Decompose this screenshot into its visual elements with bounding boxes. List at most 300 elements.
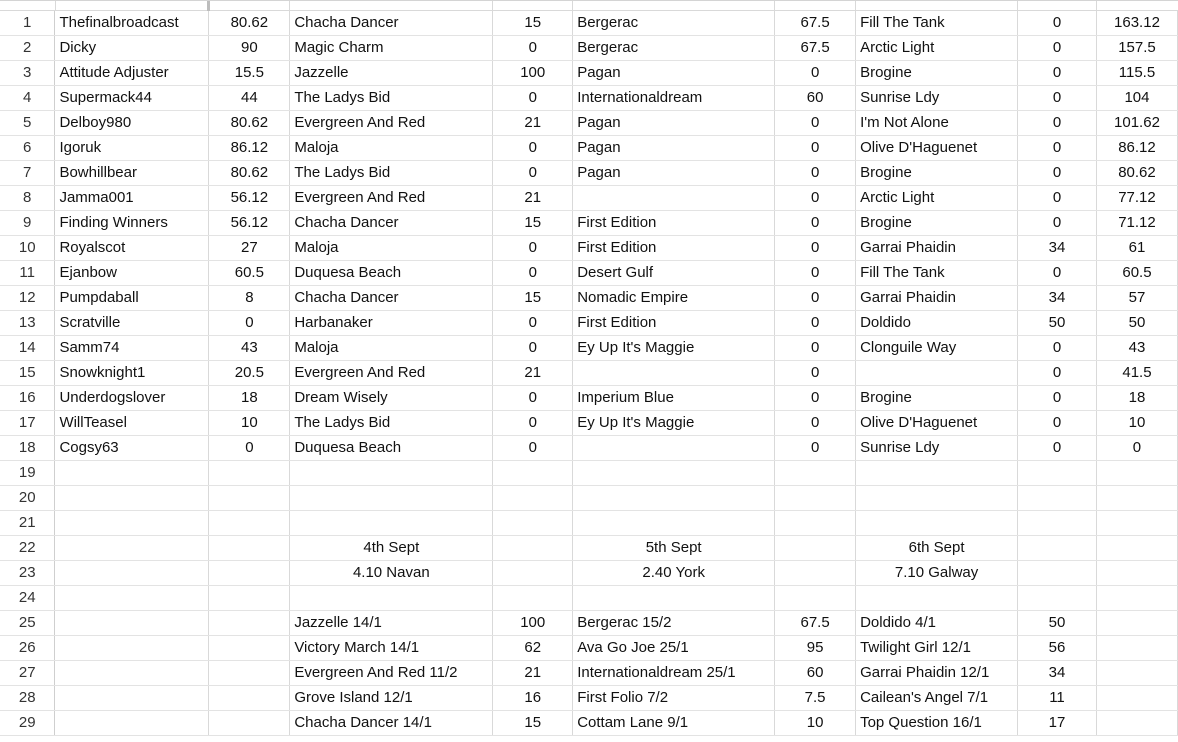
table-row <box>0 411 1178 436</box>
cell-points-2[interactable]: 67.5 <box>775 611 856 636</box>
cell-pick-1[interactable] <box>290 511 493 536</box>
cell-points-2[interactable]: 0 <box>775 136 856 161</box>
cell-points-3[interactable]: 17 <box>1018 711 1097 736</box>
cell-pick-3[interactable]: Brogine <box>856 61 1018 86</box>
cell-points-3[interactable]: 0 <box>1018 436 1097 461</box>
cell-points-3[interactable]: 0 <box>1018 186 1097 211</box>
cell-pick-2[interactable]: Ava Go Joe 25/1 <box>573 636 775 661</box>
cell-pick-2[interactable]: Cottam Lane 9/1 <box>573 711 775 736</box>
cell-points-1[interactable]: 0 <box>493 161 573 186</box>
cell-total[interactable]: 80.62 <box>1096 161 1177 186</box>
row-number[interactable]: 1 <box>0 11 55 36</box>
cell-pick-2[interactable] <box>573 511 775 536</box>
cell-total[interactable] <box>1096 511 1177 536</box>
cell-total[interactable]: 71.12 <box>1096 211 1177 236</box>
cell-points-2[interactable]: 0 <box>775 436 856 461</box>
cell-total[interactable]: 50 <box>1096 311 1177 336</box>
cell-score[interactable]: 56.12 <box>209 211 290 236</box>
cell-score[interactable]: 60.5 <box>209 261 290 286</box>
cell-score[interactable]: 80.62 <box>209 161 290 186</box>
cell-points-2[interactable]: 67.5 <box>775 11 856 36</box>
cell-points-1[interactable]: 15 <box>493 11 573 36</box>
cell-pick-1[interactable]: 4.10 Navan <box>290 561 493 586</box>
cell-score[interactable]: 80.62 <box>209 111 290 136</box>
cell-player-name[interactable]: WillTeasel <box>55 411 209 436</box>
cell-points-3[interactable]: 0 <box>1018 36 1097 61</box>
cell-pick-3[interactable]: 6th Sept <box>856 536 1018 561</box>
row-number[interactable]: 24 <box>0 586 55 611</box>
row-number[interactable]: 27 <box>0 661 55 686</box>
cell-points-1[interactable]: 21 <box>493 186 573 211</box>
cell-player-name[interactable] <box>55 661 209 686</box>
cell-points-2[interactable]: 0 <box>775 111 856 136</box>
cell-player-name[interactable] <box>55 586 209 611</box>
table-row <box>0 486 1178 511</box>
cell-points-3[interactable] <box>1018 561 1097 586</box>
cell-pick-2[interactable]: 2.40 York <box>573 561 775 586</box>
cell-total[interactable]: 115.5 <box>1096 61 1177 86</box>
cell-points-1[interactable]: 100 <box>493 61 573 86</box>
cell-points-2[interactable]: 0 <box>775 236 856 261</box>
cell-points-1[interactable]: 62 <box>493 636 573 661</box>
cell-points-2[interactable]: 0 <box>775 386 856 411</box>
cell-points-1[interactable]: 0 <box>493 336 573 361</box>
cell-points-3[interactable] <box>1018 586 1097 611</box>
cell-pick-1[interactable] <box>290 461 493 486</box>
cell-pick-3[interactable]: Arctic Light <box>856 36 1018 61</box>
cell-player-name[interactable] <box>55 511 209 536</box>
cell-score[interactable] <box>209 561 290 586</box>
row-number[interactable]: 11 <box>0 261 55 286</box>
cell-pick-2[interactable]: Desert Gulf <box>573 261 775 286</box>
cell-pick-2[interactable]: First Edition <box>573 311 775 336</box>
table-row <box>0 336 1178 361</box>
cell-points-1[interactable] <box>493 461 573 486</box>
cell-pick-2[interactable] <box>573 361 775 386</box>
cell-points-3[interactable]: 0 <box>1018 61 1097 86</box>
cell-score[interactable]: 10 <box>209 411 290 436</box>
cell-pick-3[interactable]: Twilight Girl 12/1 <box>856 636 1018 661</box>
cell-pick-1[interactable]: Chacha Dancer <box>290 286 493 311</box>
cell-points-3[interactable]: 0 <box>1018 411 1097 436</box>
cell-pick-1[interactable]: Jazzelle 14/1 <box>290 611 493 636</box>
cell-player-name[interactable]: Royalscot <box>55 236 209 261</box>
cell-pick-1[interactable]: Chacha Dancer 14/1 <box>290 711 493 736</box>
cell-points-2[interactable]: 95 <box>775 636 856 661</box>
cell-pick-2[interactable]: 5th Sept <box>573 536 775 561</box>
cell-pick-3[interactable] <box>856 486 1018 511</box>
row-number[interactable]: 6 <box>0 136 55 161</box>
cell-total[interactable] <box>1096 561 1177 586</box>
cell-pick-2[interactable]: First Edition <box>573 211 775 236</box>
cell-points-3[interactable]: 0 <box>1018 261 1097 286</box>
cell-pick-3[interactable]: Arctic Light <box>856 186 1018 211</box>
cell-points-2[interactable]: 0 <box>775 161 856 186</box>
cell-total[interactable]: 104 <box>1096 86 1177 111</box>
cell-pick-2[interactable] <box>573 586 775 611</box>
cell-pick-1[interactable]: Maloja <box>290 136 493 161</box>
cell-score[interactable]: 20.5 <box>209 361 290 386</box>
cell-score[interactable]: 44 <box>209 86 290 111</box>
cell-total[interactable]: 43 <box>1096 336 1177 361</box>
cell-player-name[interactable]: Finding Winners <box>55 211 209 236</box>
cell-score[interactable]: 0 <box>209 311 290 336</box>
cell-pick-3[interactable]: Fill The Tank <box>856 261 1018 286</box>
table-row <box>0 511 1178 536</box>
cell-points-3[interactable]: 0 <box>1018 86 1097 111</box>
cell-pick-3[interactable]: Clonguile Way <box>856 336 1018 361</box>
cell-points-2[interactable]: 0 <box>775 411 856 436</box>
cell-pick-1[interactable]: Maloja <box>290 336 493 361</box>
cell-score[interactable]: 56.12 <box>209 186 290 211</box>
cell-player-name[interactable]: Cogsy63 <box>55 436 209 461</box>
cell-player-name[interactable]: Delboy980 <box>55 111 209 136</box>
cell-points-2[interactable] <box>775 536 856 561</box>
cell-pick-1[interactable]: Magic Charm <box>290 36 493 61</box>
cell-points-1[interactable]: 0 <box>493 411 573 436</box>
cell-pick-1[interactable]: Chacha Dancer <box>290 211 493 236</box>
cell-points-2[interactable]: 0 <box>775 336 856 361</box>
cell-pick-2[interactable] <box>573 186 775 211</box>
cell-points-3[interactable]: 50 <box>1018 611 1097 636</box>
cell-pick-1[interactable]: Jazzelle <box>290 61 493 86</box>
cell-player-name[interactable]: Jamma001 <box>55 186 209 211</box>
row-number[interactable]: 20 <box>0 486 55 511</box>
cell-points-2[interactable] <box>775 586 856 611</box>
cell-points-1[interactable] <box>493 486 573 511</box>
cell-score[interactable] <box>209 611 290 636</box>
cell-points-3[interactable]: 34 <box>1018 661 1097 686</box>
cell-total[interactable]: 18 <box>1096 386 1177 411</box>
cell-pick-3[interactable]: Fill The Tank <box>856 11 1018 36</box>
cell-points-1[interactable]: 0 <box>493 136 573 161</box>
row-number[interactable]: 23 <box>0 561 55 586</box>
cell-total[interactable]: 61 <box>1096 236 1177 261</box>
cell-score[interactable]: 80.62 <box>209 11 290 36</box>
cell-pick-2[interactable]: First Folio 7/2 <box>573 686 775 711</box>
cell-pick-1[interactable]: Duquesa Beach <box>290 436 493 461</box>
cell-pick-3[interactable]: Olive D'Haguenet <box>856 411 1018 436</box>
row-number[interactable]: 16 <box>0 386 55 411</box>
cell-score[interactable]: 86.12 <box>209 136 290 161</box>
cell-points-1[interactable]: 15 <box>493 286 573 311</box>
cell-score[interactable] <box>209 686 290 711</box>
cell-score[interactable] <box>209 586 290 611</box>
cell-pick-3[interactable]: Olive D'Haguenet <box>856 136 1018 161</box>
cell-score[interactable]: 90 <box>209 36 290 61</box>
cell-player-name[interactable] <box>55 486 209 511</box>
cell-points-2[interactable]: 0 <box>775 186 856 211</box>
row-number[interactable]: 13 <box>0 311 55 336</box>
cell-pick-3[interactable]: Sunrise Ldy <box>856 86 1018 111</box>
cell-points-1[interactable]: 0 <box>493 436 573 461</box>
cell-pick-3[interactable]: Brogine <box>856 386 1018 411</box>
cell-pick-3[interactable]: Garrai Phaidin <box>856 236 1018 261</box>
row-number[interactable]: 10 <box>0 236 55 261</box>
cell-player-name[interactable]: Samm74 <box>55 336 209 361</box>
cell-score[interactable]: 18 <box>209 386 290 411</box>
cell-points-2[interactable] <box>775 511 856 536</box>
cell-points-3[interactable] <box>1018 536 1097 561</box>
cell-total[interactable]: 57 <box>1096 286 1177 311</box>
cell-points-3[interactable]: 0 <box>1018 11 1097 36</box>
cell-pick-2[interactable]: Pagan <box>573 161 775 186</box>
cell-points-3[interactable] <box>1018 461 1097 486</box>
cell-points-2[interactable]: 60 <box>775 86 856 111</box>
cell-total[interactable] <box>1096 686 1177 711</box>
cell-score[interactable] <box>209 661 290 686</box>
cell-score[interactable]: 15.5 <box>209 61 290 86</box>
cell-pick-2[interactable]: Ey Up It's Maggie <box>573 411 775 436</box>
row-number[interactable]: 12 <box>0 286 55 311</box>
cell-points-1[interactable]: 0 <box>493 86 573 111</box>
cell-total[interactable]: 60.5 <box>1096 261 1177 286</box>
cell-player-name[interactable]: Dicky <box>55 36 209 61</box>
row-number[interactable]: 4 <box>0 86 55 111</box>
cell-pick-3[interactable]: Top Question 16/1 <box>856 711 1018 736</box>
cell-pick-2[interactable] <box>573 461 775 486</box>
cell-pick-2[interactable]: Pagan <box>573 61 775 86</box>
cell-points-3[interactable]: 34 <box>1018 236 1097 261</box>
cell-total[interactable] <box>1096 486 1177 511</box>
row-number[interactable]: 3 <box>0 61 55 86</box>
cell-total[interactable] <box>1096 661 1177 686</box>
cell-pick-2[interactable] <box>573 486 775 511</box>
cell-player-name[interactable]: Snowknight1 <box>55 361 209 386</box>
cell-pick-1[interactable]: Chacha Dancer <box>290 11 493 36</box>
cell-total[interactable]: 163.12 <box>1096 11 1177 36</box>
cell-player-name[interactable]: Pumpdaball <box>55 286 209 311</box>
cell-pick-2[interactable]: Bergerac <box>573 11 775 36</box>
cell-pick-3[interactable]: Sunrise Ldy <box>856 436 1018 461</box>
cell-points-2[interactable]: 0 <box>775 211 856 236</box>
cell-player-name[interactable]: Supermack44 <box>55 86 209 111</box>
cell-points-1[interactable]: 0 <box>493 261 573 286</box>
cell-player-name[interactable]: Thefinalbroadcast <box>55 11 209 36</box>
row-number[interactable]: 21 <box>0 511 55 536</box>
cell-pick-3[interactable]: Garrai Phaidin 12/1 <box>856 661 1018 686</box>
cell-points-2[interactable]: 67.5 <box>775 36 856 61</box>
cell-pick-1[interactable]: Harbanaker <box>290 311 493 336</box>
cell-points-1[interactable]: 0 <box>493 311 573 336</box>
cell-points-2[interactable] <box>775 486 856 511</box>
row-number[interactable]: 14 <box>0 336 55 361</box>
cell-pick-3[interactable] <box>856 511 1018 536</box>
cell-pick-2[interactable]: Ey Up It's Maggie <box>573 336 775 361</box>
cell-points-3[interactable]: 0 <box>1018 336 1097 361</box>
cell-pick-1[interactable]: The Ladys Bid <box>290 411 493 436</box>
cell-score[interactable]: 27 <box>209 236 290 261</box>
row-number[interactable]: 7 <box>0 161 55 186</box>
cell-pick-2[interactable]: Nomadic Empire <box>573 286 775 311</box>
cell-points-1[interactable] <box>493 511 573 536</box>
cell-points-2[interactable]: 60 <box>775 661 856 686</box>
cell-player-name[interactable] <box>55 611 209 636</box>
cell-pick-3[interactable]: Garrai Phaidin <box>856 286 1018 311</box>
cell-player-name[interactable] <box>55 461 209 486</box>
cell-points-3[interactable]: 0 <box>1018 211 1097 236</box>
cell-points-3[interactable] <box>1018 486 1097 511</box>
cell-points-3[interactable]: 56 <box>1018 636 1097 661</box>
cell-points-2[interactable] <box>775 561 856 586</box>
cell-score[interactable] <box>209 486 290 511</box>
cell-pick-1[interactable]: Duquesa Beach <box>290 261 493 286</box>
cell-pick-2[interactable]: First Edition <box>573 236 775 261</box>
cell-pick-3[interactable]: Doldido 4/1 <box>856 611 1018 636</box>
table-row <box>0 286 1178 311</box>
cell-pick-3[interactable] <box>856 461 1018 486</box>
row-number[interactable]: 25 <box>0 611 55 636</box>
cell-points-1[interactable]: 15 <box>493 711 573 736</box>
cell-pick-1[interactable]: The Ladys Bid <box>290 86 493 111</box>
cell-total[interactable]: 101.62 <box>1096 111 1177 136</box>
cell-points-2[interactable]: 7.5 <box>775 686 856 711</box>
cell-score[interactable] <box>209 511 290 536</box>
row-number[interactable]: 18 <box>0 436 55 461</box>
row-number[interactable]: 15 <box>0 361 55 386</box>
cell-pick-1[interactable]: Grove Island 12/1 <box>290 686 493 711</box>
cell-pick-3[interactable]: Brogine <box>856 161 1018 186</box>
cell-pick-1[interactable] <box>290 486 493 511</box>
cell-pick-3[interactable]: 7.10 Galway <box>856 561 1018 586</box>
cell-pick-2[interactable]: Pagan <box>573 136 775 161</box>
cell-points-2[interactable] <box>775 461 856 486</box>
cell-pick-1[interactable]: Evergreen And Red <box>290 186 493 211</box>
cell-pick-3[interactable]: I'm Not Alone <box>856 111 1018 136</box>
cell-pick-2[interactable]: Internationaldream 25/1 <box>573 661 775 686</box>
cell-pick-1[interactable]: 4th Sept <box>290 536 493 561</box>
cell-total[interactable] <box>1096 586 1177 611</box>
cell-total[interactable] <box>1096 636 1177 661</box>
cell-points-1[interactable]: 100 <box>493 611 573 636</box>
cell-total[interactable] <box>1096 611 1177 636</box>
cell-score[interactable] <box>209 711 290 736</box>
cell-points-3[interactable]: 0 <box>1018 386 1097 411</box>
row-number[interactable]: 2 <box>0 36 55 61</box>
table-row <box>0 436 1178 461</box>
cell-total[interactable] <box>1096 461 1177 486</box>
table-row <box>0 261 1178 286</box>
cell-player-name[interactable] <box>55 711 209 736</box>
cell-points-1[interactable] <box>493 586 573 611</box>
cell-points-2[interactable]: 0 <box>775 361 856 386</box>
cell-player-name[interactable]: Igoruk <box>55 136 209 161</box>
cell-pick-2[interactable] <box>573 436 775 461</box>
cell-points-2[interactable]: 10 <box>775 711 856 736</box>
cell-player-name[interactable] <box>55 561 209 586</box>
cell-pick-1[interactable]: Evergreen And Red 11/2 <box>290 661 493 686</box>
cell-points-3[interactable]: 0 <box>1018 161 1097 186</box>
cell-pick-1[interactable]: Victory March 14/1 <box>290 636 493 661</box>
cell-total[interactable]: 77.12 <box>1096 186 1177 211</box>
cell-player-name[interactable]: Scratville <box>55 311 209 336</box>
cell-points-3[interactable]: 0 <box>1018 136 1097 161</box>
cell-score[interactable] <box>209 636 290 661</box>
table-row <box>0 536 1178 561</box>
cell-points-1[interactable]: 0 <box>493 386 573 411</box>
cell-player-name[interactable] <box>55 536 209 561</box>
cell-points-3[interactable] <box>1018 511 1097 536</box>
cell-score[interactable]: 0 <box>209 436 290 461</box>
row-number[interactable]: 26 <box>0 636 55 661</box>
cell-player-name[interactable]: Ejanbow <box>55 261 209 286</box>
cell-score[interactable] <box>209 536 290 561</box>
cell-pick-3[interactable]: Doldido <box>856 311 1018 336</box>
table-row <box>0 186 1178 211</box>
cell-points-1[interactable]: 21 <box>493 111 573 136</box>
cell-total[interactable]: 157.5 <box>1096 36 1177 61</box>
cell-pick-1[interactable]: Evergreen And Red <box>290 111 493 136</box>
cell-pick-2[interactable]: Pagan <box>573 111 775 136</box>
cell-points-1[interactable]: 16 <box>493 686 573 711</box>
cell-total[interactable]: 0 <box>1096 436 1177 461</box>
cell-player-name[interactable] <box>55 636 209 661</box>
cell-pick-3[interactable] <box>856 361 1018 386</box>
cell-points-2[interactable]: 0 <box>775 311 856 336</box>
cell-score[interactable] <box>209 461 290 486</box>
cell-points-3[interactable]: 11 <box>1018 686 1097 711</box>
cell-score[interactable]: 8 <box>209 286 290 311</box>
cell-points-1[interactable]: 0 <box>493 36 573 61</box>
cell-pick-1[interactable]: Maloja <box>290 236 493 261</box>
cell-player-name[interactable]: Underdogslover <box>55 386 209 411</box>
cell-total[interactable]: 10 <box>1096 411 1177 436</box>
cell-pick-1[interactable] <box>290 586 493 611</box>
cell-total[interactable]: 86.12 <box>1096 136 1177 161</box>
cell-pick-3[interactable]: Cailean's Angel 7/1 <box>856 686 1018 711</box>
cell-pick-2[interactable]: Imperium Blue <box>573 386 775 411</box>
row-number[interactable]: 22 <box>0 536 55 561</box>
cell-pick-1[interactable]: Evergreen And Red <box>290 361 493 386</box>
cell-player-name[interactable]: Attitude Adjuster <box>55 61 209 86</box>
cell-points-2[interactable]: 0 <box>775 261 856 286</box>
cell-pick-1[interactable]: The Ladys Bid <box>290 161 493 186</box>
cell-player-name[interactable]: Bowhillbear <box>55 161 209 186</box>
row-number[interactable]: 19 <box>0 461 55 486</box>
cell-points-3[interactable]: 0 <box>1018 111 1097 136</box>
cell-pick-3[interactable] <box>856 586 1018 611</box>
row-number[interactable]: 8 <box>0 186 55 211</box>
cell-points-2[interactable]: 0 <box>775 286 856 311</box>
cell-points-1[interactable] <box>493 561 573 586</box>
cell-pick-2[interactable]: Internationaldream <box>573 86 775 111</box>
cell-points-1[interactable]: 21 <box>493 661 573 686</box>
cell-pick-1[interactable]: Dream Wisely <box>290 386 493 411</box>
cell-pick-2[interactable]: Bergerac <box>573 36 775 61</box>
table-row <box>0 586 1178 611</box>
cell-points-1[interactable]: 0 <box>493 236 573 261</box>
cell-pick-3[interactable]: Brogine <box>856 211 1018 236</box>
row-number[interactable]: 29 <box>0 711 55 736</box>
cell-total[interactable] <box>1096 711 1177 736</box>
cell-total[interactable] <box>1096 536 1177 561</box>
row-number[interactable]: 28 <box>0 686 55 711</box>
cell-points-1[interactable]: 21 <box>493 361 573 386</box>
cell-total[interactable]: 41.5 <box>1096 361 1177 386</box>
row-number[interactable]: 9 <box>0 211 55 236</box>
row-number[interactable]: 5 <box>0 111 55 136</box>
cell-points-3[interactable]: 50 <box>1018 311 1097 336</box>
cell-score[interactable]: 43 <box>209 336 290 361</box>
row-number[interactable]: 17 <box>0 411 55 436</box>
cell-points-2[interactable]: 0 <box>775 61 856 86</box>
cell-points-1[interactable] <box>493 536 573 561</box>
cell-player-name[interactable] <box>55 686 209 711</box>
cell-pick-2[interactable]: Bergerac 15/2 <box>573 611 775 636</box>
cell-points-3[interactable]: 34 <box>1018 286 1097 311</box>
cell-points-1[interactable]: 15 <box>493 211 573 236</box>
cell-points-3[interactable]: 0 <box>1018 361 1097 386</box>
